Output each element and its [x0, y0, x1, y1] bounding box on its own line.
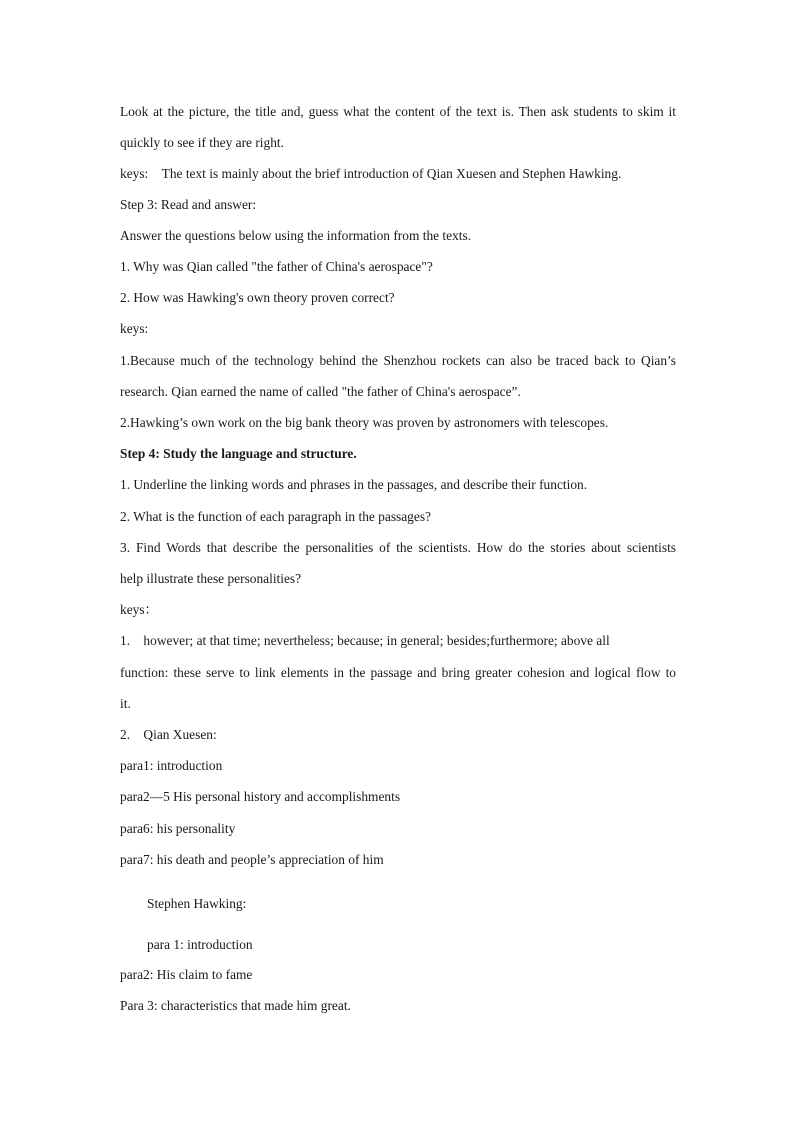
step4-task2: 2. What is the function of each paragraph in the passages?	[120, 509, 431, 524]
qian-para1: para1: introduction	[120, 758, 223, 773]
step4-task3-line2: help illustrate these personalities?	[120, 571, 302, 586]
step3-answer2: 2.Hawking’s own work on the big bank theory was proven by astronomers with telescopes.	[120, 415, 609, 430]
step3-question2: 2. How was Hawking's own theory proven correct?	[120, 290, 395, 305]
qian-para7: para7: his death and people’s appreciation of him	[120, 852, 384, 867]
step2-keys: keys: The text is mainly about the brief introduction of Qian Xuesen and Stephen Hawking.	[120, 166, 622, 181]
step3-answer1-line2: research. Qian earned the name of called "the father of China's aerospace”.	[120, 384, 521, 399]
step2-instruction-line2: quickly to see if they are right.	[120, 135, 284, 150]
step2-instruction-line1: Look at the picture, the title and, guess what the content of the text is. Then ask students to skim it	[120, 104, 676, 119]
hawking-para1: para 1: introduction	[147, 937, 253, 952]
step3-answer1-line1: 1.Because much of the technology behind the Shenzhou rockets can also be traced back to Qian’s	[120, 353, 676, 368]
step3-keys-label: keys:	[120, 321, 149, 336]
step3-instruction: Answer the questions below using the information from the texts.	[120, 228, 472, 243]
hawking-heading: Stephen Hawking:	[147, 896, 247, 911]
step4-task3-line1: 3. Find Words that describe the personalities of the scientists. How do the stories about scientists	[120, 540, 676, 555]
step4-heading: Step 4: Study the language and structure.	[120, 446, 357, 461]
hawking-para3: Para 3: characteristics that made him great.	[120, 998, 351, 1013]
qian-para2-5: para2—5 His personal history and accomplishments	[120, 789, 401, 804]
step4-task1: 1. Underline the linking words and phrases in the passages, and describe their function.	[120, 477, 588, 492]
step3-question1: 1. Why was Qian called "the father of China's aerospace"?	[120, 259, 433, 274]
step3-heading: Step 3: Read and answer:	[120, 197, 257, 212]
qian-para6: para6: his personality	[120, 821, 236, 836]
step4-key1-function-line1: function: these serve to link elements in the passage and bring greater cohesion and logical flow to	[120, 665, 676, 680]
step4-key2-heading: 2. Qian Xuesen:	[120, 727, 217, 742]
hawking-para2: para2: His claim to fame	[120, 967, 253, 982]
step4-key1-words: 1. however; at that time; nevertheless; because; in general; besides;furthermore; above all	[120, 633, 610, 648]
step4-key1-function-line2: it.	[120, 696, 131, 711]
step4-keys-label: keys：	[120, 602, 158, 617]
